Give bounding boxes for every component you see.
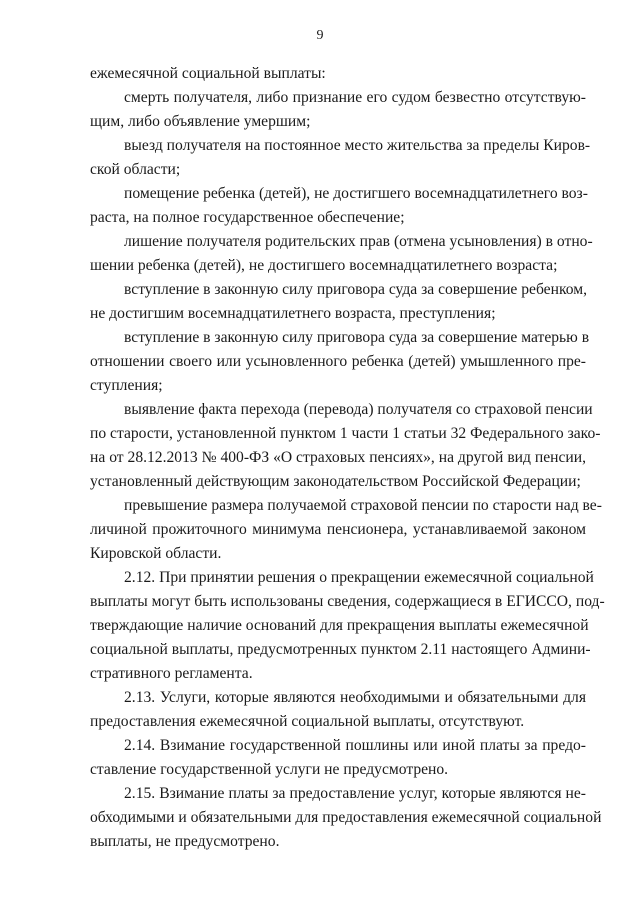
text-line: по старости, установленной пунктом 1 части 1 статьи 32 Федерального зако- — [90, 425, 601, 442]
text-line: выплаты могут быть использованы сведения, содержащиеся в ЕГИССО, под- — [90, 593, 605, 610]
text-line: тверждающие наличие оснований для прекращения выплаты ежемесячной — [90, 617, 589, 634]
text-line: установленный действующим законодательством Российской Федерации; — [90, 473, 581, 490]
text-line: раста, на полное государственное обеспечение; — [90, 209, 405, 226]
text-line: 2.13. Услуги, которые являются необходимыми и обязательными для — [124, 689, 586, 706]
text-line: ской области; — [90, 161, 181, 178]
text-line: Кировской области. — [90, 545, 222, 562]
text-line: помещение ребенка (детей), не достигшего восемнадцатилетнего воз- — [124, 185, 588, 202]
text-line: шении ребенка (детей), не достигшего восемнадцатилетнего возраста; — [90, 257, 558, 274]
text-line: отношении своего или усыновленного ребенка (детей) умышленного пре- — [90, 353, 586, 370]
text-line: превышение размера получаемой страховой пенсии по старости над ве- — [124, 497, 602, 514]
text-line: предоставления ежемесячной социальной выплаты, отсутствуют. — [90, 713, 525, 730]
text-line: ставление государственной услуги не предусмотрено. — [90, 761, 449, 778]
text-line: 2.15. Взимание платы за предоставление услуг, которые являются не- — [124, 785, 586, 802]
text-line: не достигшим восемнадцатилетнего возраста, преступления; — [90, 305, 496, 322]
text-line: щим, либо объявление умершим; — [90, 113, 311, 130]
text-line: ежемесячной социальной выплаты: — [90, 65, 326, 82]
text-line: обходимыми и обязательными для предоставления ежемесячной социальной — [90, 809, 602, 826]
text-line: смерть получателя, либо признание его судом безвестно отсутствую- — [124, 89, 586, 106]
text-line: вступление в законную силу приговора суда за совершение ребенком, — [124, 281, 587, 298]
text-line: выезд получателя на постоянное место жительства за пределы Киров- — [124, 137, 591, 154]
text-line: на от 28.12.2013 № 400-ФЗ «О страховых пенсиях», на другой вид пенсии, — [90, 449, 586, 466]
text-line: стративного регламента. — [90, 665, 253, 682]
text-line: 2.12. При принятии решения о прекращении ежемесячной социальной — [124, 569, 594, 586]
text-line: ступления; — [90, 377, 163, 394]
text-line: выплаты, не предусмотрено. — [90, 833, 280, 850]
text-line: социальной выплаты, предусмотренных пунктом 2.11 настоящего Админи- — [90, 641, 591, 658]
text-line: лишение получателя родительских прав (отмена усыновления) в отно- — [124, 233, 593, 250]
page-number: 9 — [316, 28, 324, 43]
text-line: 2.14. Взимание государственной пошлины или иной платы за предо- — [124, 737, 586, 754]
text-line: личиной прожиточного минимума пенсионера, устанавливаемой законом — [90, 521, 586, 538]
text-line: вступление в законную силу приговора суда за совершение матерью в — [124, 329, 590, 346]
text-line: выявление факта перехода (перевода) получателя со страховой пенсии — [124, 401, 593, 418]
